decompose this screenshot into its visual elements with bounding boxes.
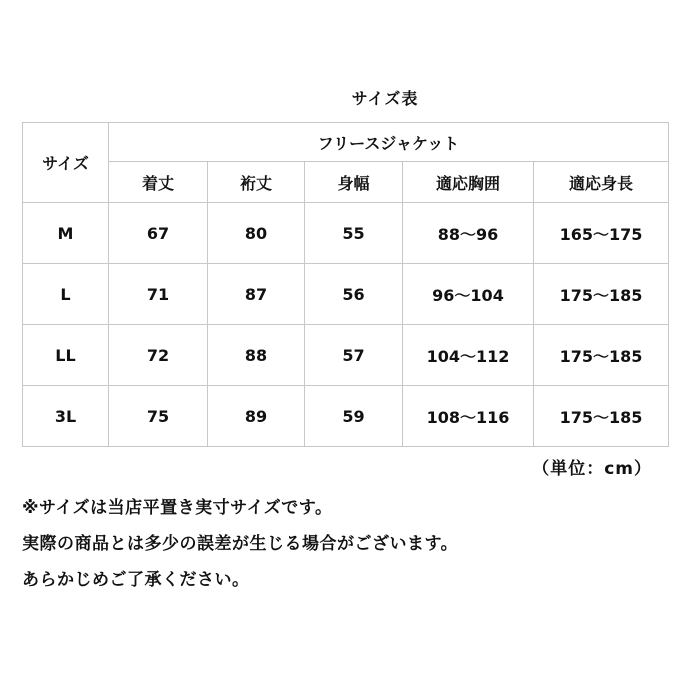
table-cell: 165～175 — [534, 203, 669, 264]
table-cell: 175～185 — [534, 386, 669, 447]
table-cell: 175～185 — [534, 264, 669, 325]
column-header: 裄丈 — [208, 162, 305, 203]
table-cell: 55 — [305, 203, 403, 264]
column-header: 適応身長 — [534, 162, 669, 203]
size-cell: M — [23, 203, 109, 264]
notes — [22, 490, 682, 598]
table-cell: 89 — [208, 386, 305, 447]
table-cell: 88 — [208, 325, 305, 386]
table-cell: 67 — [109, 203, 208, 264]
table-cell: 56 — [305, 264, 403, 325]
note-line: ※サイズは当店平置き実寸サイズです。 — [22, 498, 333, 518]
header-row-2 — [23, 162, 669, 203]
table-cell: 80 — [208, 203, 305, 264]
size-cell: LL — [23, 325, 109, 386]
size-header-cell: サイズ — [23, 123, 109, 203]
table-row — [23, 386, 669, 447]
size-cell: L — [23, 264, 109, 325]
table-row — [23, 203, 669, 264]
note-line: 実際の商品とは多少の誤差が生じる場合がございます。 — [22, 534, 459, 554]
table-cell: 96～104 — [403, 264, 534, 325]
size-table — [22, 122, 669, 447]
chart-title: サイズ表 — [351, 89, 419, 108]
table-cell: 59 — [305, 386, 403, 447]
table-row — [23, 325, 669, 386]
table-cell: 108～116 — [403, 386, 534, 447]
table-cell: 72 — [109, 325, 208, 386]
group-header-cell: フリースジャケット — [109, 123, 669, 162]
table-row — [23, 264, 669, 325]
table-cell: 88～96 — [403, 203, 534, 264]
header-row-1 — [23, 123, 669, 162]
size-cell: 3L — [23, 386, 109, 447]
table-cell: 87 — [208, 264, 305, 325]
table-cell: 71 — [109, 264, 208, 325]
unit-label: （単位：cm） — [532, 459, 652, 479]
column-header: 身幅 — [305, 162, 403, 203]
column-header: 適応胸囲 — [403, 162, 534, 203]
table-cell: 75 — [109, 386, 208, 447]
table-cell: 175～185 — [534, 325, 669, 386]
column-header: 着丈 — [109, 162, 208, 203]
table-cell: 57 — [305, 325, 403, 386]
note-line: あらかじめご了承ください。 — [22, 570, 250, 590]
table-cell: 104～112 — [403, 325, 534, 386]
